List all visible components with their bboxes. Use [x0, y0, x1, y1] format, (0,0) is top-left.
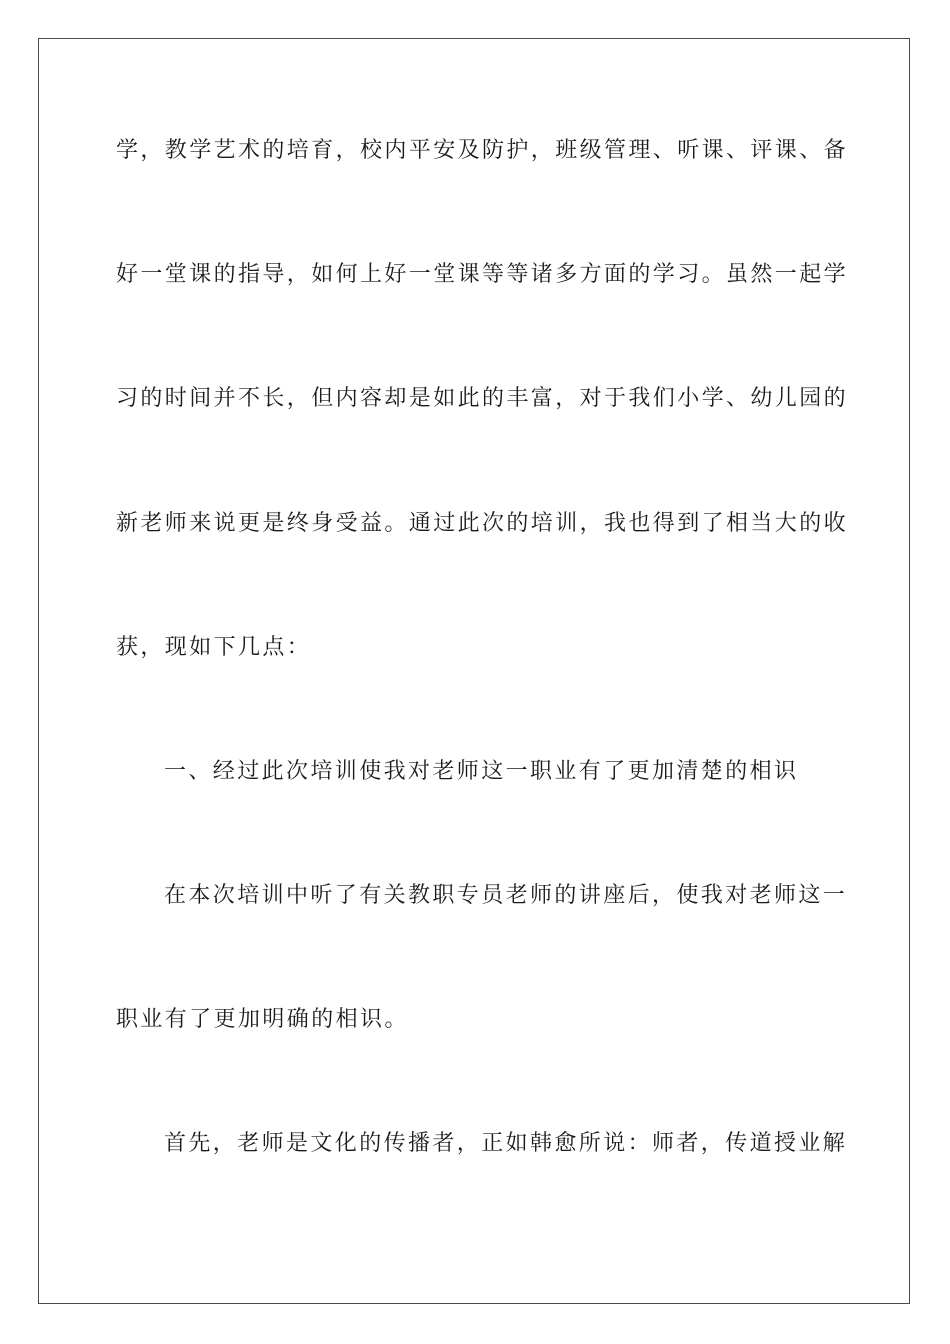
text-line: 职业有了更加明确的相识。	[116, 1007, 409, 1032]
page-frame	[38, 38, 910, 1304]
text-line: 新老师来说更是终身受益。通过此次的培训，我也得到了相当大的收	[116, 511, 849, 536]
text-line: 获，现如下几点：	[116, 635, 312, 660]
text-line: 好一堂课的指导，如何上好一堂课等等诸多方面的学习。虽然一起学	[116, 262, 849, 287]
text-line: 学，教学艺术的培育，校内平安及防护，班级管理、听课、评课、备	[116, 138, 849, 163]
text-line: 习的时间并不长，但内容却是如此的丰富，对于我们小学、幼儿园的	[116, 386, 849, 411]
section-heading: 一、经过此次培训使我对老师这一职业有了更加清楚的相识	[164, 759, 799, 784]
paragraph-start-line: 首先，老师是文化的传播者，正如韩愈所说：师者，传道授业解	[164, 1131, 848, 1156]
paragraph-start-line: 在本次培训中听了有关教职专员老师的讲座后，使我对老师这一	[164, 883, 848, 908]
